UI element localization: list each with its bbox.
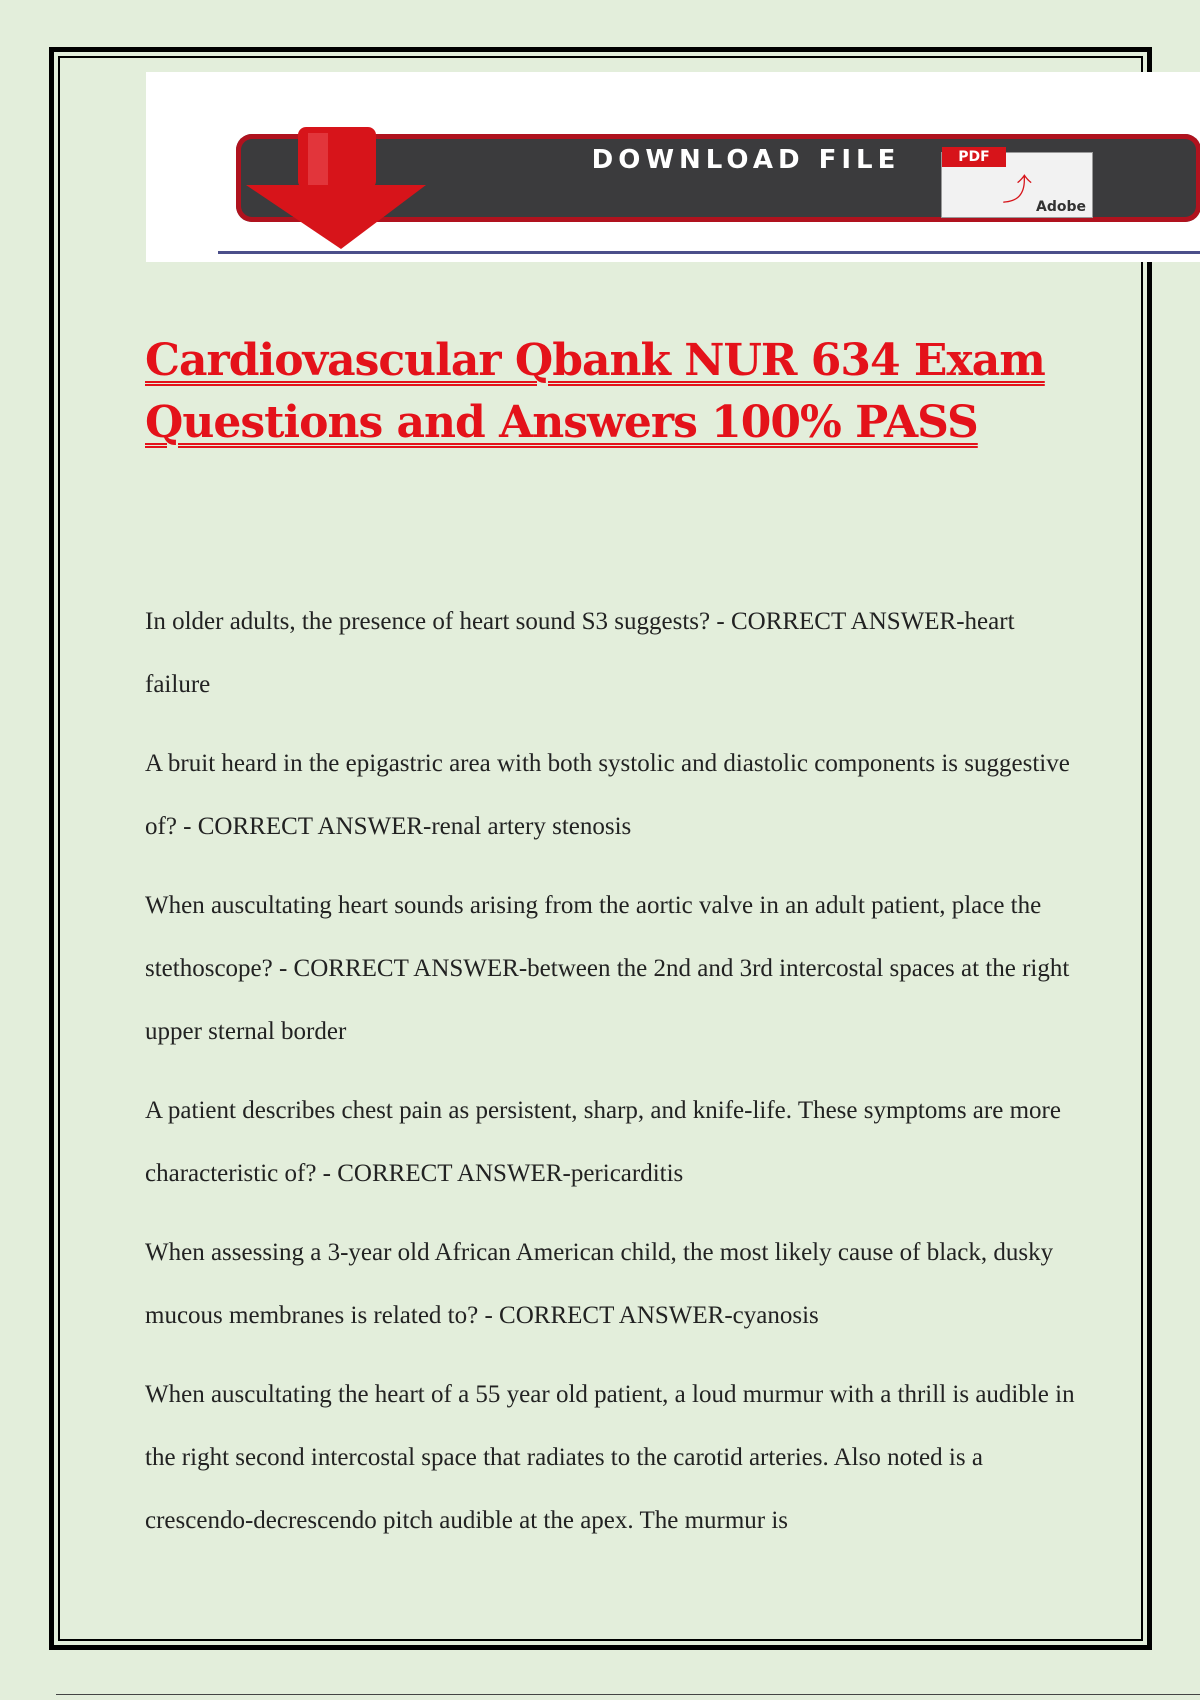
qa-item: When auscultating the heart of a 55 year old patient, a loud murmur with a thrill is audible in the right second intercostal space that radiates to the carotid arteries. Also noted is a crescendo-decrescendo pitch audible at the apex. The murmur is — [145, 1381, 1075, 1534]
download-label: DOWNLOAD FILE — [591, 145, 901, 175]
document-title: Cardiovascular Qbank NUR 634 Exam Questions and Answers 100% PASS — [145, 335, 1045, 448]
qa-list — [145, 590, 1075, 1568]
pdf-tag: PDF — [942, 147, 1006, 167]
qa-item: In older adults, the presence of heart sound S3 suggests? - CORRECT ANSWER-heart failure — [145, 608, 1015, 698]
banner-divider — [218, 251, 1200, 254]
qa-item: A patient describes chest pain as persistent, sharp, and knife-life. These symptoms are more characteristic of? - CORRECT ANSWER-pericarditis — [145, 1097, 1061, 1187]
pdf-icon — [941, 149, 1093, 218]
download-arrow-icon — [246, 127, 426, 252]
pdf-brand: Adobe — [1036, 199, 1086, 215]
bottom-divider — [56, 1694, 1200, 1695]
adobe-symbol-icon: ⤴ — [1002, 173, 1032, 208]
qa-item: A bruit heard in the epigastric area with both systolic and diastolic components is suggestive of? - CORRECT ANSWER-renal artery stenosis — [145, 750, 1070, 840]
qa-item: When auscultating heart sounds arising from the aortic valve in an adult patient, place the stethoscope? - CORRECT ANSWER-between the 2nd and 3rd intercostal spaces at the right upper sternal border — [145, 892, 1070, 1045]
download-banner[interactable] — [146, 72, 1200, 262]
qa-item: When assessing a 3-year old African American child, the most likely cause of black, dusky mucous membranes is related to? - CORRECT ANSWER-cyanosis — [145, 1239, 1054, 1329]
